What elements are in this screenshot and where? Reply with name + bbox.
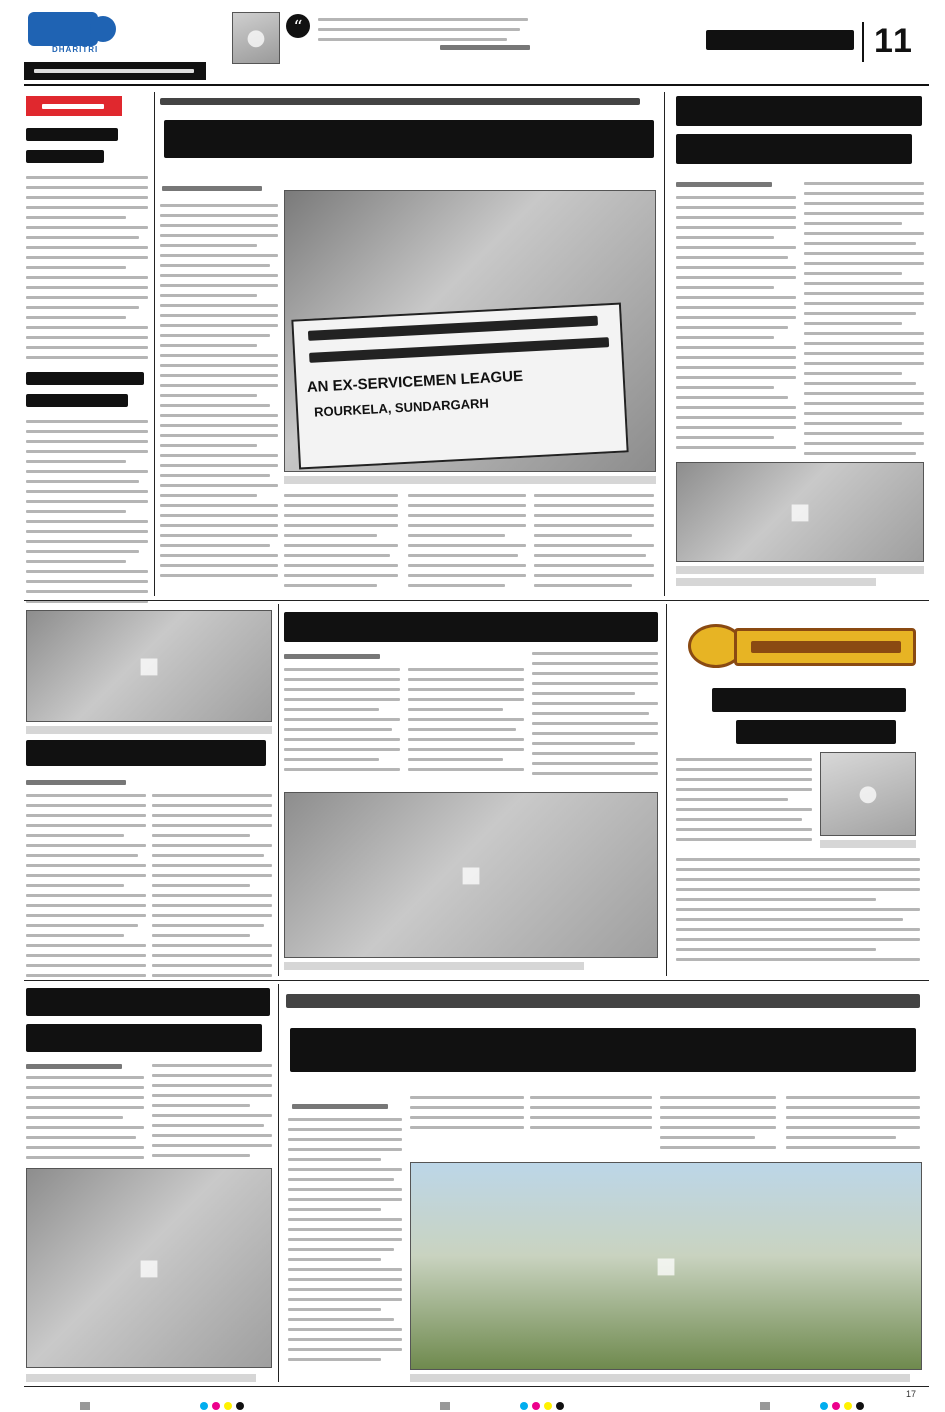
- right-top-headline: [676, 96, 922, 126]
- feature-author-caption: [820, 840, 916, 848]
- registration-marks: [80, 1402, 880, 1410]
- footer-rule: [24, 1386, 929, 1387]
- briefs-tag: [26, 96, 122, 116]
- color-dot-yellow: [844, 1402, 852, 1410]
- brief-1-body: [26, 176, 148, 366]
- lead-body-col4: [534, 494, 654, 594]
- section-divider: [862, 22, 864, 62]
- lead-photo-caption: [284, 476, 656, 484]
- feature-headline-line2: [736, 720, 896, 744]
- bottom-right-byline: [292, 1104, 388, 1109]
- bottom-right-body-col3: [530, 1096, 652, 1136]
- feature-banner: [688, 620, 918, 672]
- right-top-photo-caption: [676, 566, 924, 574]
- mid-center-body-col2: [408, 668, 524, 778]
- masthead-quote: [318, 18, 528, 48]
- bottom-right-headline: [290, 1028, 916, 1072]
- mid-center-byline: [284, 654, 380, 659]
- mid-center-photo: [284, 792, 658, 958]
- person-icon: ●: [246, 25, 266, 51]
- lead-body-col1: [160, 204, 278, 584]
- bottom-left-rule: [278, 984, 279, 1382]
- quote-attribution: [440, 45, 530, 50]
- band-1-rule: [24, 600, 929, 601]
- bottom-right-photo: [410, 1162, 922, 1370]
- feature-author-photo: [820, 752, 916, 836]
- page-number: 11: [874, 22, 914, 60]
- feature-headline: [712, 688, 906, 712]
- banner-line-location: ROURKELA, SUNDARGARH: [313, 395, 490, 420]
- logo-sub-label: DHARITRI: [52, 45, 99, 54]
- right-top-headline-line2: [676, 134, 912, 164]
- logo-mark: [28, 12, 98, 46]
- brief-2-headline: [26, 372, 144, 385]
- logo-mark-accent: [90, 16, 116, 42]
- bottom-right-body-col1: [288, 1118, 402, 1368]
- color-dot-black: [856, 1402, 864, 1410]
- bottom-left-byline: [26, 1064, 122, 1069]
- quote-author-photo: [232, 12, 280, 64]
- page-folio: 17: [906, 1389, 917, 1399]
- right-top-photo: [676, 462, 924, 562]
- feature-banner-ribbon: [734, 628, 916, 666]
- mid-left-photo: [26, 610, 272, 722]
- bottom-right-photo-caption: [410, 1374, 910, 1382]
- feature-body: [676, 758, 812, 848]
- lead-body-col3: [408, 494, 526, 594]
- lead-body-col2: [284, 494, 398, 594]
- feature-banner-label: [751, 641, 901, 653]
- gathering-photo-icon: ■: [138, 653, 160, 679]
- mid-center-photo-caption: [284, 962, 584, 970]
- briefs-tag-label: [42, 104, 104, 109]
- lead-kicker: [160, 98, 640, 105]
- color-dot-black: [556, 1402, 564, 1410]
- right-top-body-col1: [676, 196, 796, 456]
- right-top-body-col2: [804, 182, 924, 462]
- lead-photo: [284, 190, 656, 472]
- dateline-strip: [24, 62, 206, 80]
- mid-left-body-col2: [152, 794, 272, 984]
- mid-center-rule: [666, 604, 667, 976]
- distribution-photo-icon: ■: [138, 1255, 160, 1281]
- color-dot-black: [236, 1402, 244, 1410]
- color-dot-magenta: [532, 1402, 540, 1410]
- lead-byline: [162, 186, 262, 191]
- mid-center-headline: [284, 612, 658, 642]
- color-dot-cyan: [820, 1402, 828, 1410]
- right-top-byline: [676, 182, 772, 187]
- color-dot-cyan: [200, 1402, 208, 1410]
- mid-center-body-col1: [284, 668, 400, 778]
- briefs-column-rule: [154, 92, 155, 596]
- masthead-rule: [24, 84, 929, 86]
- bottom-left-body-col1: [26, 1076, 144, 1166]
- bottom-left-body-col2: [152, 1064, 272, 1164]
- feature-body-cont: [676, 858, 920, 968]
- color-dot-yellow: [544, 1402, 552, 1410]
- brief-1-headline-line2: [26, 150, 104, 163]
- bottom-right-kicker: [286, 994, 920, 1008]
- bottom-right-body-col2: [410, 1096, 524, 1136]
- bottom-left-headline: [26, 988, 270, 1016]
- mid-left-headline: [26, 740, 266, 766]
- brief-2-headline-line2: [26, 394, 128, 407]
- right-top-photo-caption-line2: [676, 578, 876, 586]
- brief-1-headline: [26, 128, 118, 141]
- edition-date: [34, 69, 194, 73]
- mid-left-body-col1: [26, 794, 146, 984]
- bottom-right-body-col4: [660, 1096, 776, 1156]
- lead-right-rule: [664, 92, 665, 596]
- meeting-photo-icon: ■: [460, 862, 482, 888]
- meeting-photo-icon: ■: [789, 499, 811, 525]
- reg-mark: [440, 1402, 450, 1410]
- color-dot-yellow: [224, 1402, 232, 1410]
- brief-2-body: [26, 420, 148, 620]
- bottom-right-body-col5: [786, 1096, 920, 1156]
- band-2-rule: [24, 980, 929, 981]
- person-icon: ●: [858, 781, 878, 807]
- mid-center-body-col3: [532, 652, 658, 782]
- banner-line-hindi: [309, 337, 609, 363]
- bottom-left-photo: [26, 1168, 272, 1368]
- banner-line-odia: [308, 316, 598, 341]
- masthead: [0, 0, 945, 82]
- banner-line-english: AN EX-SERVICEMEN LEAGUE: [306, 367, 524, 397]
- bottom-left-headline-line2: [26, 1024, 262, 1052]
- quote-icon: “: [286, 14, 310, 38]
- protest-banner: [291, 302, 628, 469]
- reg-mark: [760, 1402, 770, 1410]
- color-dot-cyan: [520, 1402, 528, 1410]
- reg-mark: [80, 1402, 90, 1410]
- bottom-left-photo-caption: [26, 1374, 256, 1382]
- page-section-name: [706, 30, 854, 50]
- lead-headline: [164, 120, 654, 158]
- mid-left-byline: [26, 780, 126, 785]
- color-dot-magenta: [212, 1402, 220, 1410]
- team-photo-icon: ■: [655, 1253, 677, 1279]
- mid-left-photo-caption: [26, 726, 272, 734]
- mid-left-rule: [278, 604, 279, 976]
- newspaper-logo: [28, 12, 168, 56]
- color-dot-magenta: [832, 1402, 840, 1410]
